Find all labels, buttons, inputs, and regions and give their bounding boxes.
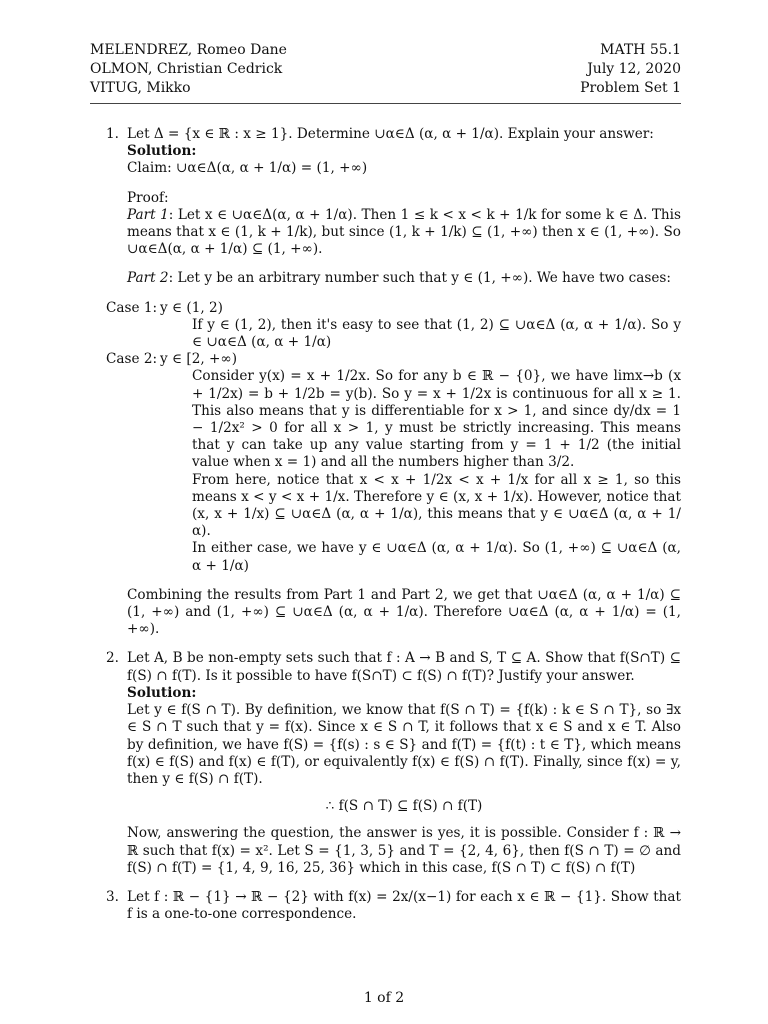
part-1 xyxy=(127,207,681,259)
case-body: In either case, we have y ∈ ∪α∈Δ (α, α + 1/α). So (1, +∞) ⊆ ∪α∈Δ (α, α + 1/α) xyxy=(192,540,681,574)
proof-label: Proof: xyxy=(127,189,169,206)
problem-1 xyxy=(90,126,681,288)
part-2-text: : Let y be an arbitrary number such that y ∈ (1, +∞). We have two cases: xyxy=(168,270,671,287)
answer: Now, answering the question, the answer is yes, it is possible. Consider f : ℝ → ℝ such that f(x) = x². Let S = {1, 3, 5} and T = {2, 4, 6}, then f(S ∩ T) = ∅ and f(S) ∩ f(T) = {1, 4, 9, 16, 25, 36} which in this case, f(S ∩ T) ⊂ f(S) ∩ f(T) xyxy=(127,825,681,876)
problem-statement: Let Δ = {x ∈ ℝ : x ≥ 1}. Determine ∪α∈Δ (α, α + 1/α). Explain your answer: xyxy=(127,126,654,142)
case-label: Case 2: xyxy=(106,351,158,368)
part-2-label: Part 2 xyxy=(127,270,169,287)
author-name: VITUG, Mikko xyxy=(90,80,191,96)
problem-3 xyxy=(90,889,681,923)
date: July 12, 2020 xyxy=(587,61,681,77)
case-body: From here, notice that x < x + 1/2x < x + 1/x for all x ≥ 1, so this means x < y < x + 1/x. Therefore y ∈ (x, x + 1/x). However, notice that (x, x + 1/x) ⊆ ∪α∈Δ (α, α + 1/α), this means that y ∈ ∪α∈Δ (α, α + 1/α). xyxy=(192,471,681,540)
case-1 xyxy=(90,300,681,352)
conclusion: Combining the results from Part 1 and Part 2, we get that ∪α∈Δ (α, α + 1/α) ⊆ (1, +∞) and (1, +∞) ⊆ ∪α∈Δ (α, α + 1/α). Therefore ∪α∈Δ (α, α + 1/α) = (1, +∞). xyxy=(127,586,681,638)
author-name: OLMON, Christian Cedrick xyxy=(90,61,283,77)
problem-statement: Let f : ℝ − {1} → ℝ − {2} with f(x) = 2x/(x−1) for each x ∈ ℝ − {1}. Show that f is a one-to-one correspondence. xyxy=(127,888,681,923)
course-code: MATH 55.1 xyxy=(600,42,681,58)
part-2 xyxy=(127,270,681,287)
case-body: Consider y(x) = x + 1/2x. So for any b ∈ ℝ − {0}, we have limx→b (x + 1/2x) = b + 1/2b = y(b). So y = x + 1/2x is continuous for all x ≥ 1. This also means that y is differentiable for x > 1, and since dy/dx = 1 − 1/2x² > 0 for all x > 1, y must be strictly increasing. This means that y can take up any value starting from y = 1 + 1/2 (the initial value when x = 1) and all the numbers higher than 3/2. xyxy=(192,368,681,471)
problem-number: 1. xyxy=(106,126,119,142)
problem-number: 2. xyxy=(106,650,119,667)
case-head: y ∈ (1, 2) xyxy=(160,299,223,316)
page-number: 1 of 2 xyxy=(363,990,405,1006)
problem-statement: Let A, B be non-empty sets such that f : A → B and S, T ⊆ A. Show that f(S∩T) ⊆ f(S) ∩ f(T). Is it possible to have f(S∩T) ⊂ f(S) ∩ f(T)? Justify your answer. xyxy=(127,650,681,684)
problem-2 xyxy=(90,650,681,876)
claim: Claim: ∪α∈Δ(α, α + 1/α) = (1, +∞) xyxy=(127,160,368,177)
solution-label: Solution: xyxy=(127,684,197,701)
course-block xyxy=(580,41,681,98)
problem-1-conclusion xyxy=(90,587,681,639)
document-body xyxy=(90,126,681,923)
part-1-label: Part 1 xyxy=(127,206,169,223)
author-name: MELENDREZ, Romeo Dane xyxy=(90,42,287,58)
solution-label: Solution: xyxy=(127,143,197,160)
case-head: y ∈ [2, +∞) xyxy=(160,351,237,368)
header-rule xyxy=(90,103,681,104)
display-equation: ∴ f(S ∩ T) ⊆ f(S) ∩ f(T) xyxy=(325,798,483,815)
case-label: Case 1: xyxy=(106,299,158,316)
author-block xyxy=(90,41,287,98)
case-2 xyxy=(90,351,681,575)
part-1-text: : Let x ∈ ∪α∈Δ(α, α + 1/α). Then 1 ≤ k < x < k + 1/k for some k ∈ Δ. This means that x ∈ (1, k + 1/k), but since (1, k + 1/k) ⊆ (1, +∞) then x ∈ (1, +∞). So ∪α∈Δ(α, α + 1/α) ⊆ (1, +∞). xyxy=(127,206,681,258)
problem-set-title: Problem Set 1 xyxy=(580,80,681,96)
case-body: If y ∈ (1, 2), then it's easy to see that (1, 2) ⊆ ∪α∈Δ (α, α + 1/α). So y ∈ ∪α∈Δ (α, α + 1/α) xyxy=(192,316,681,351)
problem-number: 3. xyxy=(106,888,119,905)
solution-body: Let y ∈ f(S ∩ T). By definition, we know that f(S ∩ T) = {f(k) : k ∈ S ∩ T}, so ∃x ∈ S ∩ T such that y = f(x). Since x ∈ S ∩ T, it follows that x ∈ S and x ∈ T. Also by definition, we have f(S) = {f(s) : s ∈ S} and f(T) = {f(t) : t ∈ T}, which means f(x) ∈ f(S) and f(x) ∈ f(T), or equivalently f(x) ∈ f(S) ∩ f(T). Finally, since f(x) = y, then y ∈ f(S) ∩ f(T). xyxy=(127,702,681,787)
